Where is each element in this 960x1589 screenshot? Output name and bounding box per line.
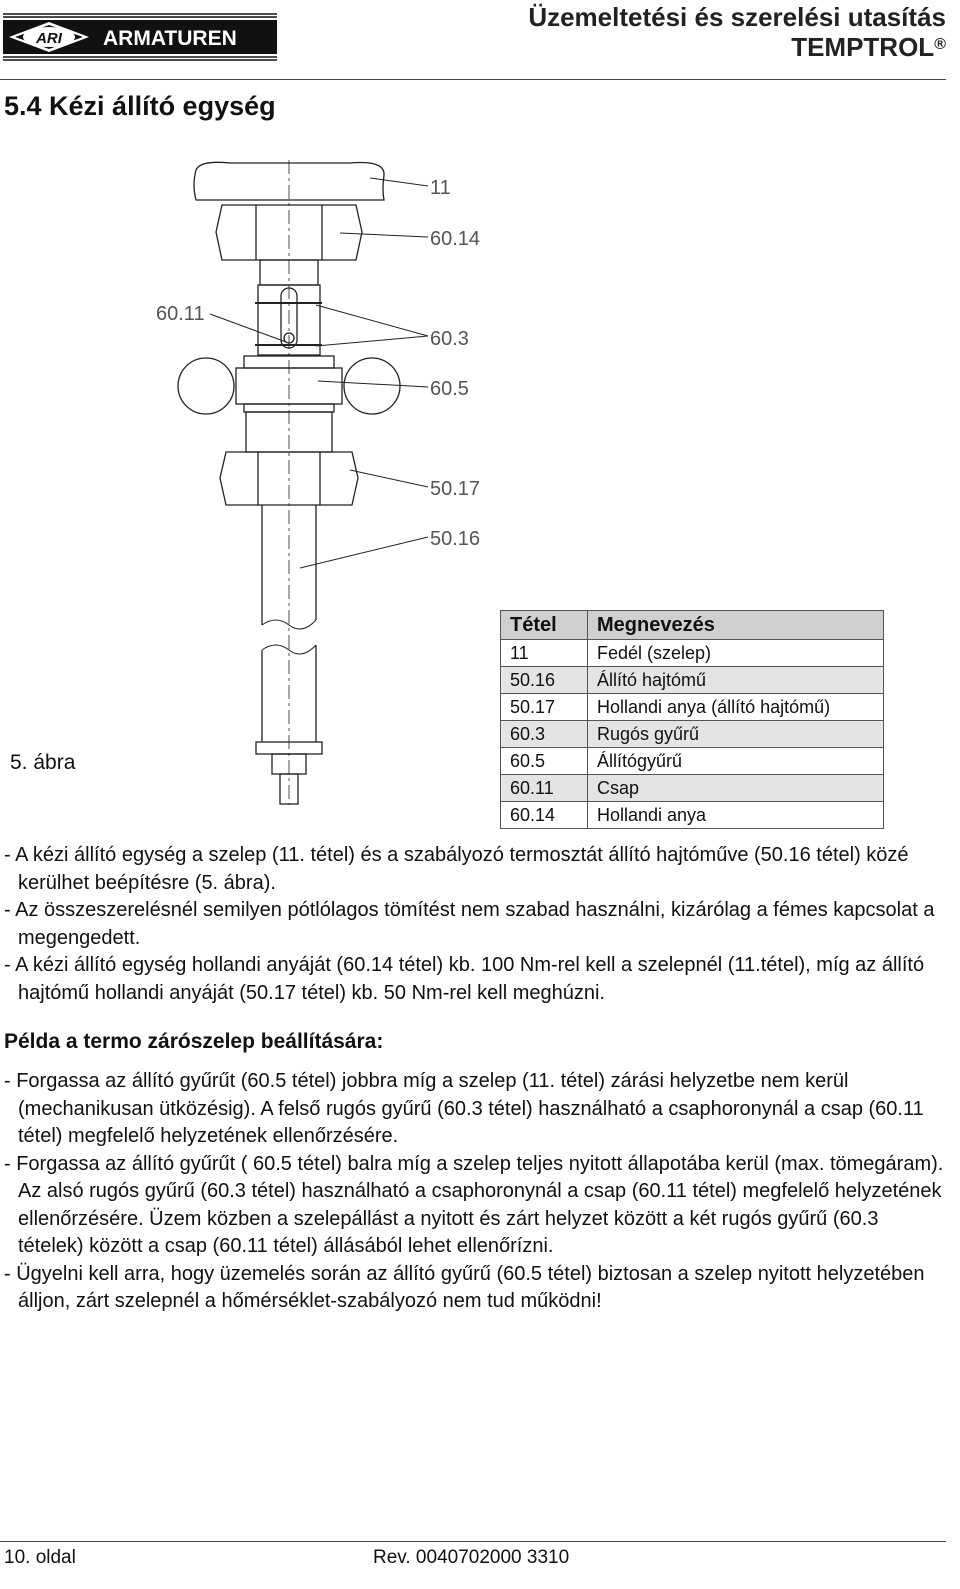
example-steps bbox=[4, 1068, 949, 1316]
document-title bbox=[528, 2, 946, 62]
ari-armaturen-logo bbox=[3, 12, 277, 62]
cell-description: Állítógyűrű bbox=[588, 748, 884, 775]
document-title-line1: Üzemeltetési és szerelési utasítás bbox=[528, 2, 946, 32]
company-logo bbox=[3, 12, 277, 62]
parts-table bbox=[500, 610, 884, 829]
table-header-row bbox=[501, 611, 884, 640]
column-header-description: Megnevezés bbox=[588, 611, 884, 640]
cell-item: 50.17 bbox=[501, 694, 588, 721]
cell-description: Hollandi anya bbox=[588, 802, 884, 829]
table-row bbox=[501, 640, 884, 667]
instruction-list bbox=[4, 842, 949, 1007]
callout-60-14: 60.14 bbox=[430, 228, 481, 250]
manual-adjuster-drawing bbox=[150, 150, 510, 810]
product-name: TEMPTROL bbox=[791, 32, 935, 62]
header-divider bbox=[0, 79, 946, 80]
document-title-line2 bbox=[528, 32, 946, 62]
section-title: 5.4 Kézi állító egység bbox=[4, 91, 276, 121]
example-step-2: - Forgassa az állító gyűrűt ( 60.5 tétel) balra míg a szelep teljes nyitott állapotába kerül (max. tömegáram). Az alsó rugós gyűrű (60.3 tétel) használható a csaphoronynál a csap (60.11 tétel) megfelelő helyzetének ellenőrzésére. Üzem közben a szelepállást a nyitott és zárt helyzet között a két rugós gyűrű (60.3 tételek) között a csap (60.11 tétel) állásából lehet ellenőrízni. bbox=[4, 1152, 944, 1257]
callout-60-11: 60.11 bbox=[156, 303, 205, 325]
footer-divider bbox=[0, 1541, 946, 1542]
cell-description: Rugós gyűrű bbox=[588, 721, 884, 748]
example-heading: Példa a termo zárószelep beállítására: bbox=[4, 1030, 384, 1053]
instruction-2: - Az összeszerelésnél semilyen pótlólagos tömítést nem szabad használni, kizárólag a fémes kapcsolat a megengedett. bbox=[4, 899, 935, 949]
example-step-3: - Ügyelni kell arra, hogy üzemelés során az állító gyűrű (60.5 tétel) biztosan a szelep nyitott helyzetében álljon, zárt szelepnél a hőmérséklet-szabályozó nem tud működni! bbox=[4, 1262, 925, 1312]
figure-caption: 5. ábra bbox=[10, 751, 76, 774]
instruction-3: - A kézi állító egység hollandi anyáját (60.14 tétel) kb. 100 Nm-rel kell a szelepnél (11.tétel), míg az állító hajtómű hollandi anyáját (50.17 tétel) kb. 50 Nm-rel kell meghúzni. bbox=[4, 954, 925, 1004]
table-row bbox=[501, 748, 884, 775]
cell-description: Hollandi anya (állító hajtómű) bbox=[588, 694, 884, 721]
table-row bbox=[501, 667, 884, 694]
cell-description: Fedél (szelep) bbox=[588, 640, 884, 667]
table-row bbox=[501, 775, 884, 802]
cell-description: Csap bbox=[588, 775, 884, 802]
column-header-item: Tétel bbox=[501, 611, 588, 640]
callout-11: 11 bbox=[430, 177, 451, 199]
table-row bbox=[501, 721, 884, 748]
cell-description: Állító hajtómű bbox=[588, 667, 884, 694]
table-row bbox=[501, 802, 884, 829]
callout-60-3: 60.3 bbox=[430, 328, 469, 350]
callout-50-16: 50.16 bbox=[430, 528, 481, 550]
page-number: 10. oldal bbox=[4, 1547, 76, 1568]
cell-item: 50.16 bbox=[501, 667, 588, 694]
registered-mark: ® bbox=[934, 36, 946, 53]
instruction-1: - A kézi állító egység a szelep (11. tétel) és a szabályozó termosztát állító hajtóműve (50.16 tétel) közé kerülhet beépítésre (5. ábra). bbox=[4, 844, 909, 894]
revision-number: Rev. 0040702000 3310 bbox=[373, 1547, 570, 1568]
logo-text: ARMATUREN bbox=[103, 27, 237, 50]
cell-item: 11 bbox=[501, 640, 588, 667]
example-step-1: - Forgassa az állító gyűrűt (60.5 tétel) jobbra míg a szelep (11. tétel) zárási helyzetbe nem kerül (mechanikusan ütközésig). A felső rugós gyűrű (60.3 tétel) használható a csaphoronynál a csap (60.11 tétel) megfelelő helyzetének ellenőrzésére. bbox=[4, 1070, 924, 1147]
callout-50-17: 50.17 bbox=[430, 478, 481, 500]
cell-item: 60.14 bbox=[501, 802, 588, 829]
callout-60-5: 60.5 bbox=[430, 378, 469, 400]
cell-item: 60.3 bbox=[501, 721, 588, 748]
cell-item: 60.11 bbox=[501, 775, 588, 802]
logo-mark-text: ARI bbox=[36, 30, 62, 47]
cell-item: 60.5 bbox=[501, 748, 588, 775]
table-row bbox=[501, 694, 884, 721]
